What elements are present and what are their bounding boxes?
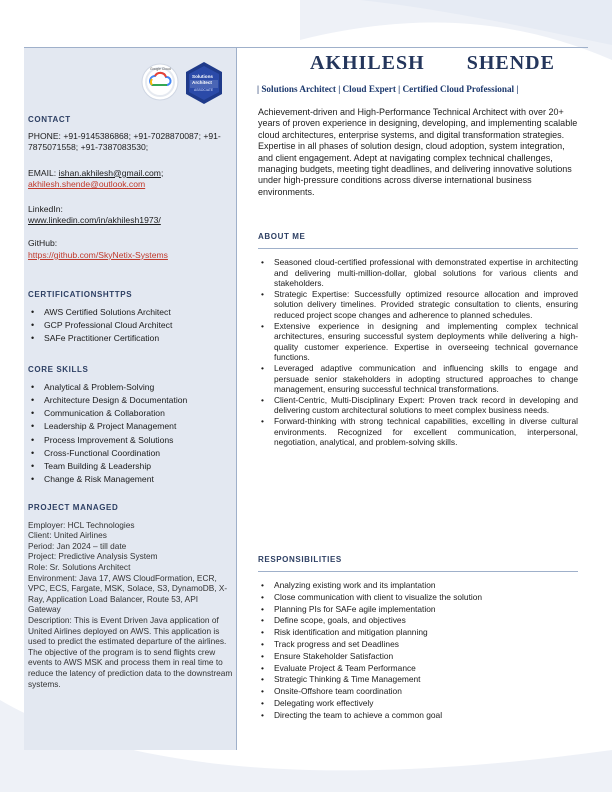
aws-badge-line2: Architect xyxy=(192,80,212,85)
list-item: • Onsite-Offshore team coordination xyxy=(258,686,578,698)
email-block xyxy=(28,168,233,190)
project-line: Client: United Airlines xyxy=(28,530,107,541)
email-separator: ; xyxy=(160,167,164,178)
list-item: • Architecture Design & Documentation xyxy=(28,394,233,407)
about-section xyxy=(258,232,578,448)
linkedin-label: LinkedIn: xyxy=(28,204,63,215)
section-divider xyxy=(258,571,578,572)
project-line: Role: Sr. Solutions Architect xyxy=(28,562,131,573)
aws-badge-line1: Solutions xyxy=(192,74,213,79)
list-item: • Change & Risk Management xyxy=(28,473,233,486)
aws-badge-line3: ASSOCIATE xyxy=(194,88,214,92)
sidebar-content xyxy=(28,114,233,689)
list-item: • Analytical & Problem-Solving xyxy=(28,381,233,394)
list-item: • Leadership & Project Management xyxy=(28,420,233,433)
list-item: • Cross-Functional Coordination xyxy=(28,447,233,460)
responsibilities-section xyxy=(258,555,578,722)
summary: Achievement-driven and High-Performance Technical Architect with over 20+ years of proven experience in designing, developing, and implementing scalable cloud architectures, enterprise systems, and digital transformation strategies. Expertise in all phases of solution design, cloud adoption, system integration, and client engagement. Adept at navigating complex technical challenges, managing budgets, meeting tight deadlines, and delivering innovative solutions under high-pressure conditions across diverse international business environments. xyxy=(258,107,578,197)
github-link[interactable]: https://github.com/SkyNetix-Systems xyxy=(28,249,168,260)
list-item: • Strategic Thinking & Time Management xyxy=(258,674,578,686)
list-item: • Strategic Expertise: Successfully optimized resource allocation and improved solution delivery timelines. Provided strategic consultation to clients, ensuring reduced project scope changes and adherence to planned schedules. xyxy=(258,289,578,321)
email-label: EMAIL: xyxy=(28,167,59,178)
project-line: Environment: Java 17, AWS CloudFormation, ECR, VPC, ECS, Fargate, MSK, Solace, S3, DynamoDB, X-Ray, Application Load Balancer, Route 53, API Gateway xyxy=(28,572,228,615)
list-item: • Risk identification and mitigation planning xyxy=(258,627,578,639)
list-item: • SAFe Practitioner Certification xyxy=(28,332,233,345)
phone-block xyxy=(28,131,233,153)
google-cloud-label: Google Cloud xyxy=(150,67,171,71)
github-block xyxy=(28,238,233,260)
responsibilities-list xyxy=(258,580,578,722)
github-label: GitHub: xyxy=(28,238,58,249)
list-item: • Define scope, goals, and objectives xyxy=(258,615,578,627)
top-divider xyxy=(24,47,588,48)
list-item: • GCP Professional Cloud Architect xyxy=(28,319,233,332)
list-item: • Client-Centric, Multi-Disciplinary Expert: Proven track record in developing and delivering custom architectural solutions to meet complex business needs. xyxy=(258,395,578,416)
project-title: PROJECT MANAGED xyxy=(28,503,119,513)
list-item: • Analyzing existing work and its implantation xyxy=(258,580,578,592)
list-item: • Seasoned cloud-certified professional with demonstrated expertise in architecting and delivering multi-million-dollar, global solutions for various clients and stakeholders. xyxy=(258,257,578,289)
list-item: • Planning PIs for SAFe agile implementation xyxy=(258,604,578,616)
badge-graphics xyxy=(140,58,230,110)
project-line: Period: Jan 2024 – till date xyxy=(28,540,127,551)
list-item: • Communication & Collaboration xyxy=(28,407,233,420)
list-item: • Forward-thinking with strong technical capabilities, excelling in diverse cultural environments. Recognized for excellent communication, interpersonal, negotiation, analytical, and problem-solving skills. xyxy=(258,416,578,448)
list-item: • Extensive experience in designing and implementing complex technical architectures, ensuring successful system deployments while delivering a high-quality customer experience. Expertise in overseeing technical governance functions. xyxy=(258,321,578,363)
core-skills-list xyxy=(28,381,233,487)
list-item: • Evaluate Project & Team Performance xyxy=(258,663,578,675)
responsibilities-title: RESPONSIBILITIES xyxy=(258,555,342,564)
list-item: • Ensure Stakeholder Satisfaction xyxy=(258,651,578,663)
phone-numbers: PHONE: +91-9145386868; +91-7028870087; +91-7875071558; +91-7387083530; xyxy=(28,131,221,153)
list-item: • AWS Certified Solutions Architect xyxy=(28,306,233,319)
tagline: | Solutions Architect | Cloud Expert | Certified Cloud Professional | xyxy=(257,84,519,94)
linkedin-block xyxy=(28,204,233,226)
certifications-list xyxy=(28,306,233,346)
list-item: • Team Building & Leadership xyxy=(28,460,233,473)
list-item: • Track progress and set Deadlines xyxy=(258,639,578,651)
email-link-primary[interactable]: ishan.akhilesh@gmail.com xyxy=(58,167,161,178)
section-divider xyxy=(258,248,578,249)
project-line: Description: This is Event Driven Java application of United Airlines deployed on AWS. This application is used to predict the estimated departure of the airlines. The objective of the program is to send flights crew events to AWS MSK and process them in real time to reduce the latency of prediction data to the downstream systems. xyxy=(28,615,233,689)
contact-title: CONTACT xyxy=(28,115,71,124)
about-list xyxy=(258,257,578,448)
project-line: Project: Predictive Analysis System xyxy=(28,551,158,562)
core-skills-title: CORE SKILLS xyxy=(28,364,89,374)
candidate-name: AKHILESH SHENDE xyxy=(310,52,555,74)
project-details xyxy=(28,520,233,690)
list-item: • Close communication with client to visualize the solution xyxy=(258,592,578,604)
linkedin-link[interactable]: www.linkedin.com/in/akhilesh1973/ xyxy=(28,215,161,226)
list-item: • Directing the team to achieve a common goal xyxy=(258,710,578,722)
email-line xyxy=(28,168,233,179)
certification-badges xyxy=(140,58,230,110)
about-title: ABOUT ME xyxy=(258,232,306,241)
certifications-title: CERTIFICATIONSHTTPS xyxy=(28,289,133,299)
list-item: • Process Improvement & Solutions xyxy=(28,434,233,447)
list-item: • Leveraged adaptive communication and influencing skills to engage and persuade senior stakeholders in adopting structured approaches to change management, ensuring successful technical transformations. xyxy=(258,363,578,395)
project-line: Employer: HCL Technologies xyxy=(28,519,135,530)
list-item: • Delegating work effectively xyxy=(258,698,578,710)
email-link-secondary[interactable]: akhilesh.shende@outlook.com xyxy=(28,178,146,189)
